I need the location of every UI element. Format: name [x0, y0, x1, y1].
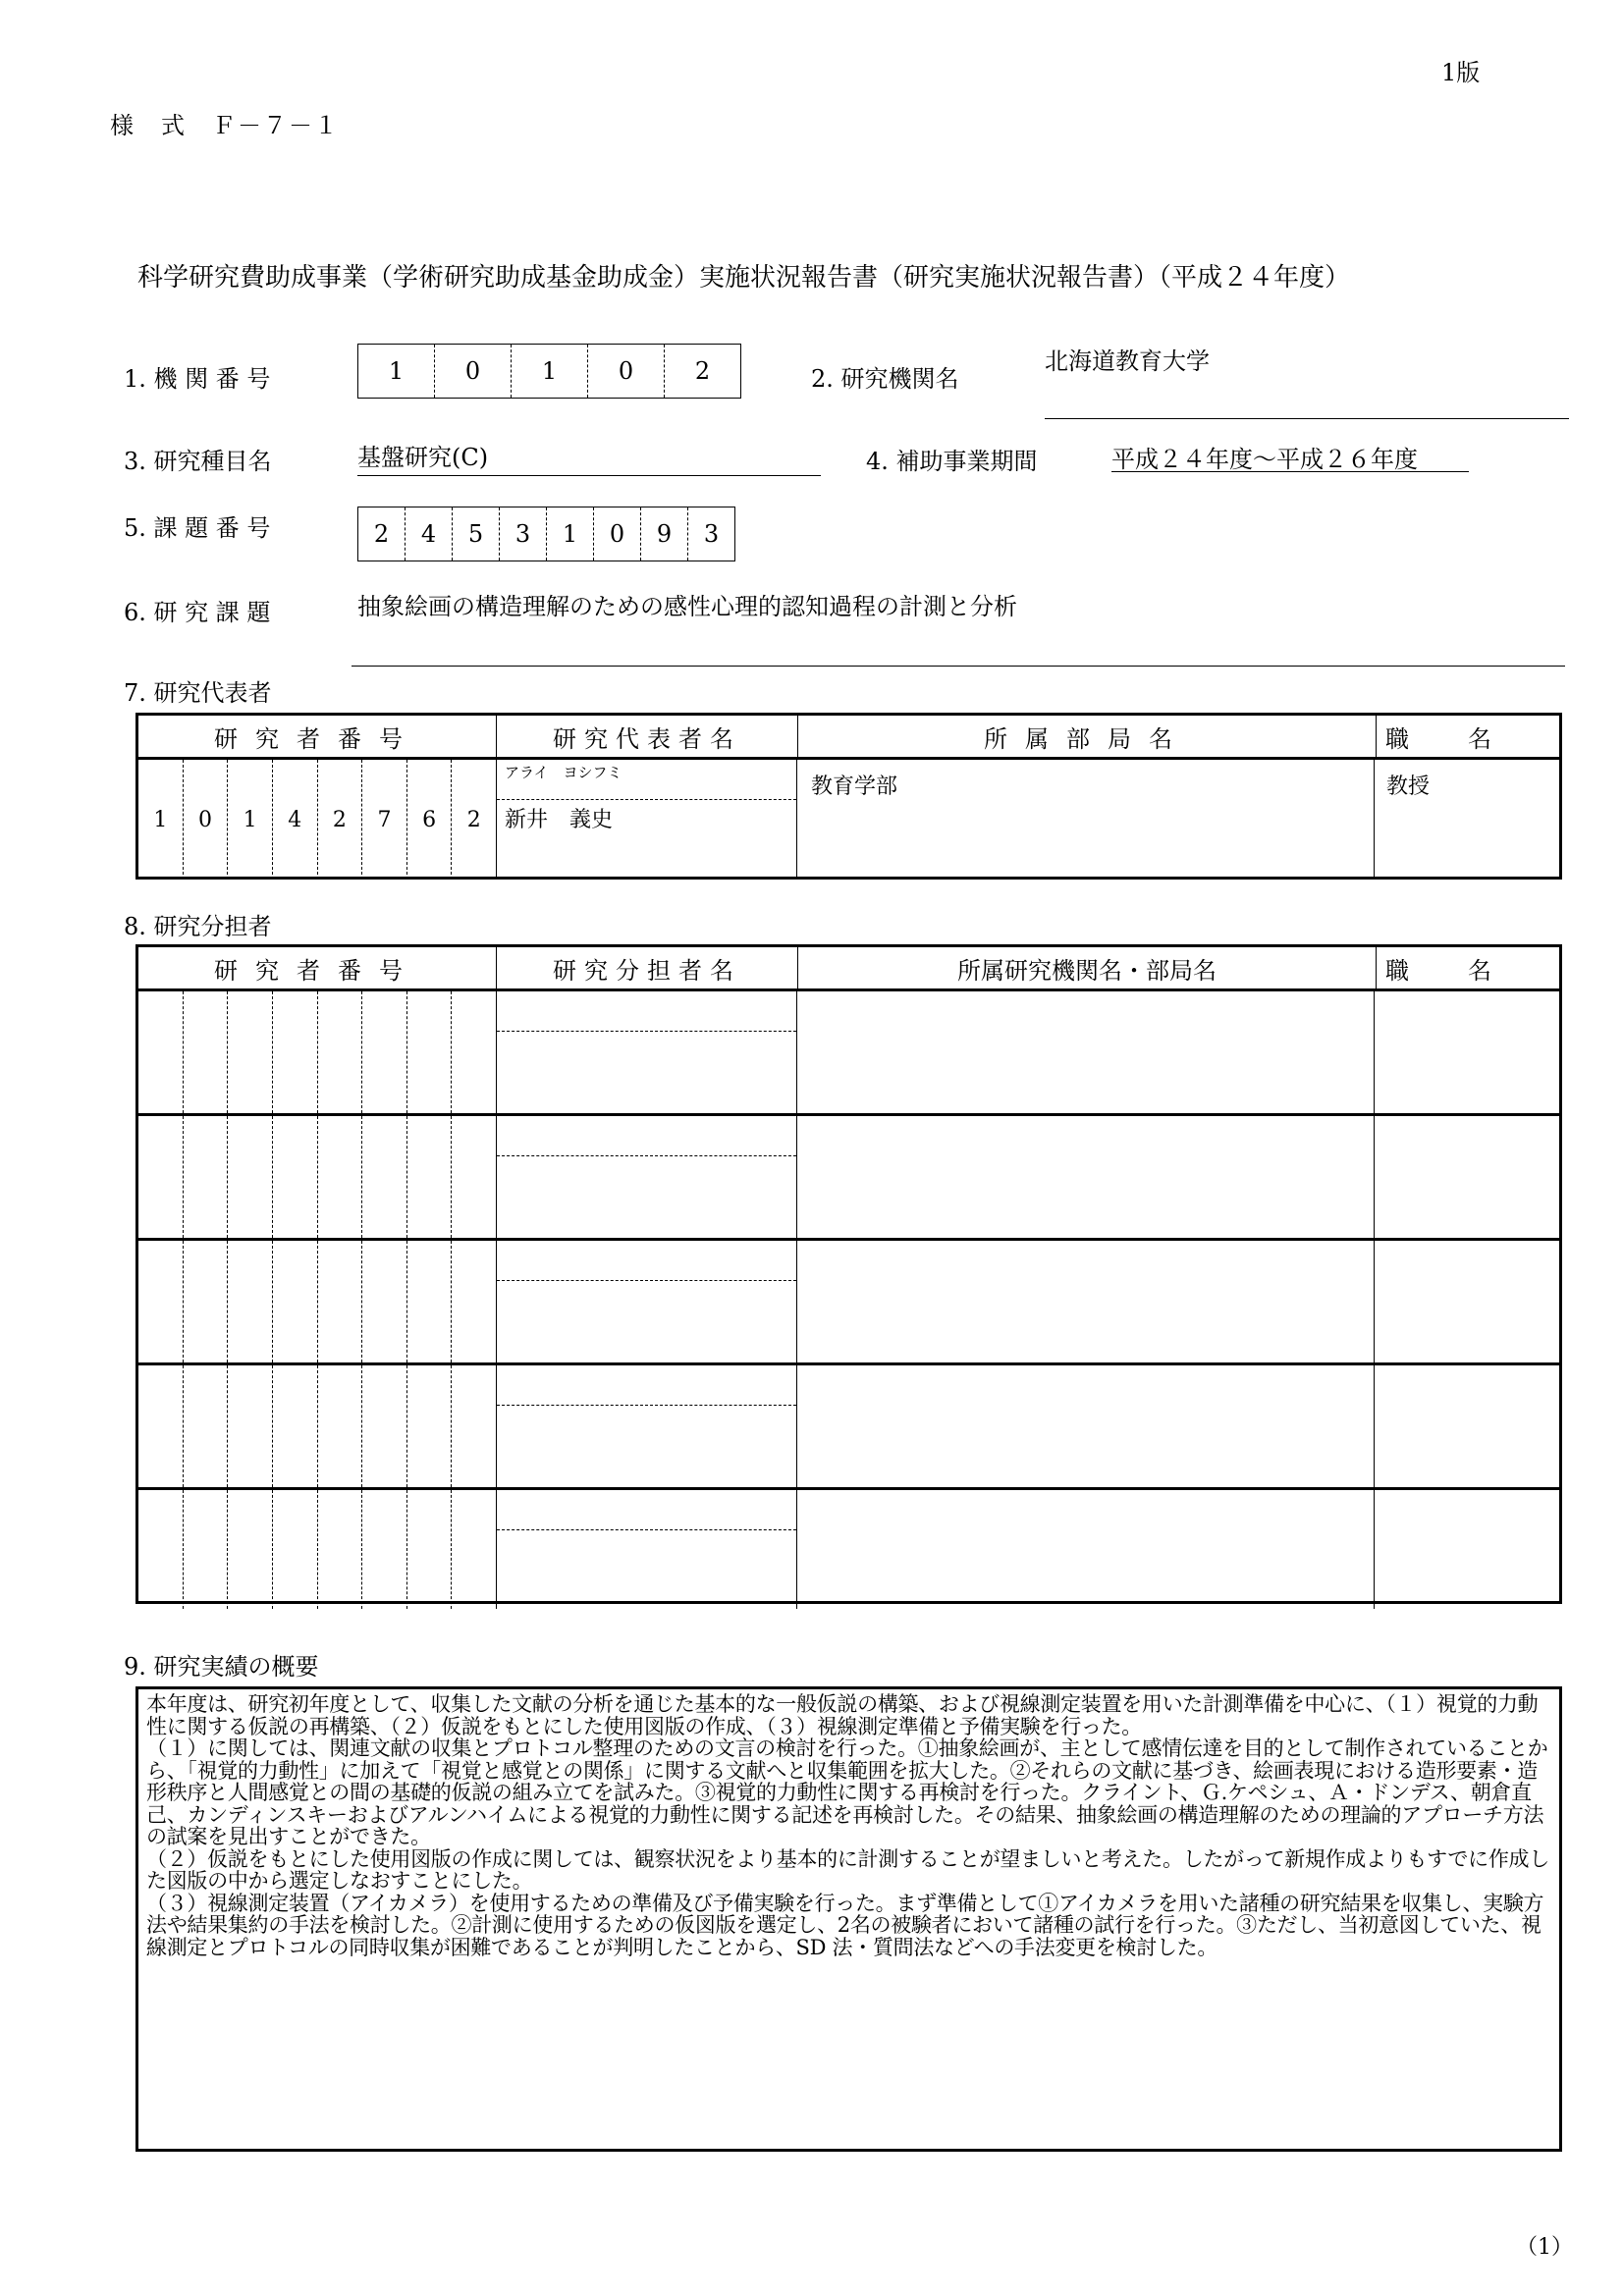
project-title-label: 6. 研 究 課 題: [124, 599, 271, 626]
digit: 2: [317, 760, 362, 880]
inst-name: 北海道教育大学: [1045, 347, 1210, 375]
digit: 1: [227, 760, 272, 880]
digit: 2: [664, 345, 740, 398]
period-value: 平成２４年度～平成２６年度: [1111, 446, 1418, 473]
category-label: 3. 研究種目名: [124, 448, 272, 475]
digit: 1: [153, 807, 168, 832]
col-position: 職名: [1376, 716, 1559, 757]
inst-name-label: 2. 研究機関名: [811, 365, 959, 393]
page-number: （1）: [1516, 2235, 1573, 2260]
representative-table: [135, 713, 1562, 880]
digit: 9: [640, 507, 687, 561]
digit: 4: [272, 760, 317, 880]
department-cell: [796, 760, 1374, 880]
co-researcher-row: [138, 991, 1559, 1116]
digit: 0: [587, 345, 664, 398]
col-researcher-number: 研究者番号: [214, 724, 420, 753]
digit: 1: [546, 507, 593, 561]
inst-number-label: 1. 機 関 番 号: [124, 365, 271, 393]
page-title: 科学研究費助成事業（学術研究助成基金助成金）実施状況報告書（研究実施状況報告書）（平成２４年度）: [137, 263, 1351, 293]
col-representative-name: 研究代表者名: [496, 716, 797, 757]
representative-name: 新井 義史: [505, 808, 614, 832]
co-researcher-row: [138, 1241, 1559, 1365]
digit: 2: [451, 760, 496, 880]
digit: 0: [593, 507, 640, 561]
representative-header: [138, 716, 1559, 760]
co-researcher-rows: [138, 991, 1559, 1609]
representative-row: [138, 760, 1559, 880]
digit: 6: [406, 760, 452, 880]
summary-text: 本年度は、研究初年度として、収集した文献の分析を通じた基本的な一般仮説の構築、および視線測定装置を用いた計測準備を中心に、（１）視覚的力動性に関する仮説の再構築、（２）仮説をもとにした使用図版の作成、（３）視線測定準備と予備実験を行った。 （１）に関しては、関連文献の収集とプロトコル整理のための文言の検討を行った。①抽象絵画が、主として感情伝達を目的として制作されていることから、「視覚的力動性」に加えて「視覚と感覚との関係」に関する文献へと収集範囲を拡大した。②それらの文献に基づき、絵画表現における造形要素・造形秩序と人間感覚との間の基礎的仮説の組み立てを試みた。③視覚的力動性に関する再検討を行った。クライント、Ｇ.ケペシュ、Ａ・ドンデス、朝倉直己、カンディンスキーおよびアルンハイムによる視覚的力動性に関する記述を再検討した。その結果、抽象絵画の構造理解のための理論的アプローチ方法の試案を見出すことができた。 （２）仮説をもとにした使用図版の作成に関しては、観察状況をより基本的に計測することが望ましいと考えた。したがって新規作成よりもすでに作成した図版の中から選定しなおすことにした。 （３）視線測定装置（アイカメラ）を使用するための準備及び予備実験を行った。まず準備として①アイカメラを用いた諸種の研究結果を収集し、実験方法や結果集約の手法を検討した。②計測に使用するための仮図版を選定し、2名の被験者において諸種の試行を行った。③ただし、当初意図していた、視線測定とプロトコルの同時収集が困難であることが判明したことから、SD 法・質問法などへの手法変更を検討した。: [135, 1686, 1562, 2152]
form-id: 様 式 Ｆ－７－１: [110, 112, 340, 139]
inst-number-boxes: [357, 344, 741, 399]
inst-name-underline: [1045, 418, 1569, 419]
col-co-researcher-name: 研究分担者名: [496, 947, 797, 988]
kana-divider: [497, 799, 796, 800]
period-underline: [1111, 471, 1469, 472]
department: 教育学部: [811, 774, 898, 799]
period-label: 4. 補助事業期間: [866, 448, 1038, 475]
version-label: 1版: [1441, 59, 1481, 86]
representative-name-cell: [496, 760, 796, 880]
summary-section-label: 9. 研究実績の概要: [124, 1653, 319, 1681]
category-value: 基盤研究(C): [357, 444, 489, 471]
digit: 3: [499, 507, 546, 561]
digit: 1: [511, 345, 587, 398]
digit: 0: [183, 760, 228, 880]
digit: 2: [373, 520, 390, 548]
digit: 3: [687, 507, 734, 561]
col-department: 所属部局名: [797, 716, 1376, 757]
co-researchers-table: [135, 944, 1562, 1604]
category-underline: [357, 475, 821, 476]
project-number-boxes: [357, 507, 735, 561]
digit: 7: [361, 760, 406, 880]
co-researcher-row: [138, 1116, 1559, 1241]
digit: 0: [434, 345, 511, 398]
digit: 1: [388, 357, 405, 385]
digit: 4: [405, 507, 452, 561]
co-researcher-row: [138, 1365, 1559, 1490]
col-position: 職名: [1376, 947, 1559, 988]
name-kana: アライ ヨシフミ: [505, 764, 622, 781]
project-title: 抽象絵画の構造理解のための感性心理的認知過程の計測と分析: [357, 593, 1017, 620]
project-number-label: 5. 課 題 番 号: [124, 514, 271, 542]
col-institution-department: 所属研究機関名・部局名: [797, 947, 1376, 988]
representative-section-label: 7. 研究代表者: [124, 679, 272, 707]
position: 教授: [1386, 774, 1431, 799]
co-researchers-header: [138, 947, 1559, 991]
col-researcher-number: 研究者番号: [214, 956, 420, 985]
co-researchers-section-label: 8. 研究分担者: [124, 913, 272, 940]
researcher-number: [138, 760, 496, 880]
co-researcher-row: [138, 1490, 1559, 1609]
digit: 5: [452, 507, 499, 561]
project-title-underline: [352, 666, 1565, 667]
position-cell: [1374, 760, 1559, 880]
